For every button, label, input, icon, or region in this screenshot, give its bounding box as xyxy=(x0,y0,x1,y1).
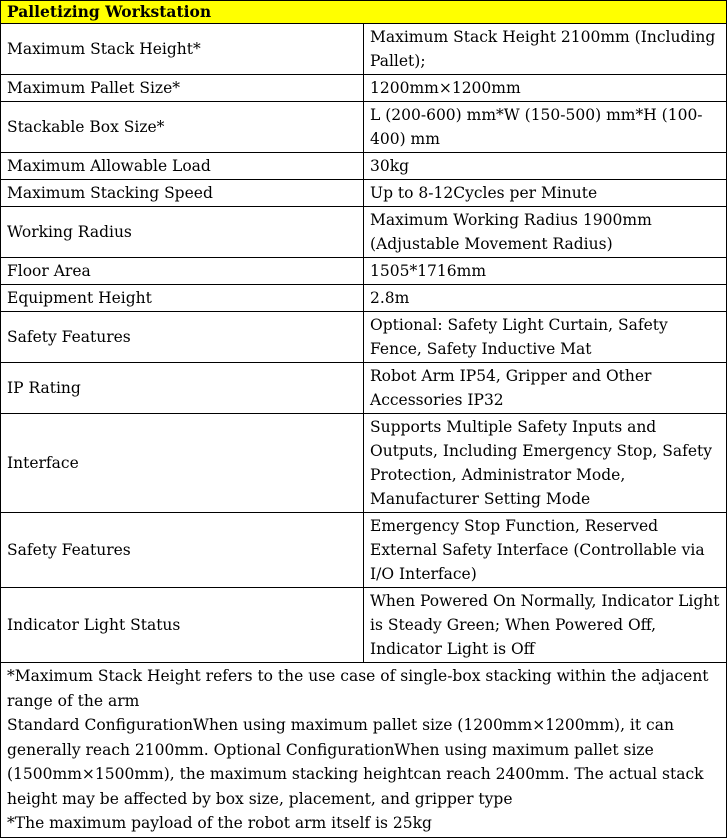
spec-value-maximum-allowable-load: 30kg xyxy=(364,153,727,180)
spec-label-interface: Interface xyxy=(1,414,364,513)
spec-label-maximum-allowable-load: Maximum Allowable Load xyxy=(1,153,364,180)
table-row xyxy=(1,180,727,207)
spec-label-working-radius: Working Radius xyxy=(1,207,364,258)
notes-row xyxy=(1,663,727,838)
footnote-payload: *The maximum payload of the robot arm itself is 25kg xyxy=(7,814,432,832)
spec-value-indicator-light-status: When Powered On Normally, Indicator Light is Steady Green; When Powered Off, Indicator Light is Off xyxy=(364,588,727,663)
spec-label-stackable-box-size: Stackable Box Size* xyxy=(1,102,364,153)
spec-label-maximum-stacking-speed: Maximum Stacking Speed xyxy=(1,180,364,207)
table-row xyxy=(1,285,727,312)
table-row xyxy=(1,153,727,180)
table-row xyxy=(1,207,727,258)
spec-value-ip-rating: Robot Arm IP54, Gripper and Other Accessories IP32 xyxy=(364,363,727,414)
table-row xyxy=(1,513,727,588)
table-row xyxy=(1,258,727,285)
table-row xyxy=(1,24,727,75)
spec-label-maximum-stack-height: Maximum Stack Height* xyxy=(1,24,364,75)
spec-value-safety-features: Optional: Safety Light Curtain, Safety Fence, Safety Inductive Mat xyxy=(364,312,727,363)
spec-label-ip-rating: IP Rating xyxy=(1,363,364,414)
spec-value-maximum-pallet-size: 1200mm×1200mm xyxy=(364,75,727,102)
title-row xyxy=(1,1,727,24)
table-row xyxy=(1,312,727,363)
table-title: Palletizing Workstation xyxy=(1,1,727,24)
table-row xyxy=(1,414,727,513)
table-row xyxy=(1,102,727,153)
spec-value-working-radius: Maximum Working Radius 1900mm (Adjustable Movement Radius) xyxy=(364,207,727,258)
spec-value-equipment-height: 2.8m xyxy=(364,285,727,312)
spec-label-floor-area: Floor Area xyxy=(1,258,364,285)
footnote-configuration: Standard ConfigurationWhen using maximum pallet size (1200mm×1200mm), it can generally reach 2100mm. Optional ConfigurationWhen using maximum pallet size (1500mm×1500mm), the maximum stacking heightcan reach 2400mm. The actual stack height may be affected by box size, placement, and gripper type xyxy=(7,716,704,808)
notes-cell xyxy=(1,663,727,838)
spec-label-maximum-pallet-size: Maximum Pallet Size* xyxy=(1,75,364,102)
spec-label-safety-features-2: Safety Features xyxy=(1,513,364,588)
spec-value-safety-features-2: Emergency Stop Function, Reserved External Safety Interface (Controllable via I/O Interface) xyxy=(364,513,727,588)
footnote-stack-height: *Maximum Stack Height refers to the use case of single-box stacking within the adjacent range of the arm xyxy=(7,667,709,710)
spec-value-stackable-box-size: L (200-600) mm*W (150-500) mm*H (100-400) mm xyxy=(364,102,727,153)
spec-label-indicator-light-status: Indicator Light Status xyxy=(1,588,364,663)
table-row xyxy=(1,75,727,102)
spec-value-interface: Supports Multiple Safety Inputs and Outputs, Including Emergency Stop, Safety Protection, Administrator Mode, Manufacturer Setting Mode xyxy=(364,414,727,513)
table-row xyxy=(1,588,727,663)
spec-label-safety-features: Safety Features xyxy=(1,312,364,363)
spec-value-maximum-stack-height: Maximum Stack Height 2100mm (Including Pallet); xyxy=(364,24,727,75)
table-row xyxy=(1,363,727,414)
spec-value-floor-area: 1505*1716mm xyxy=(364,258,727,285)
spec-label-equipment-height: Equipment Height xyxy=(1,285,364,312)
spec-value-maximum-stacking-speed: Up to 8-12Cycles per Minute xyxy=(364,180,727,207)
